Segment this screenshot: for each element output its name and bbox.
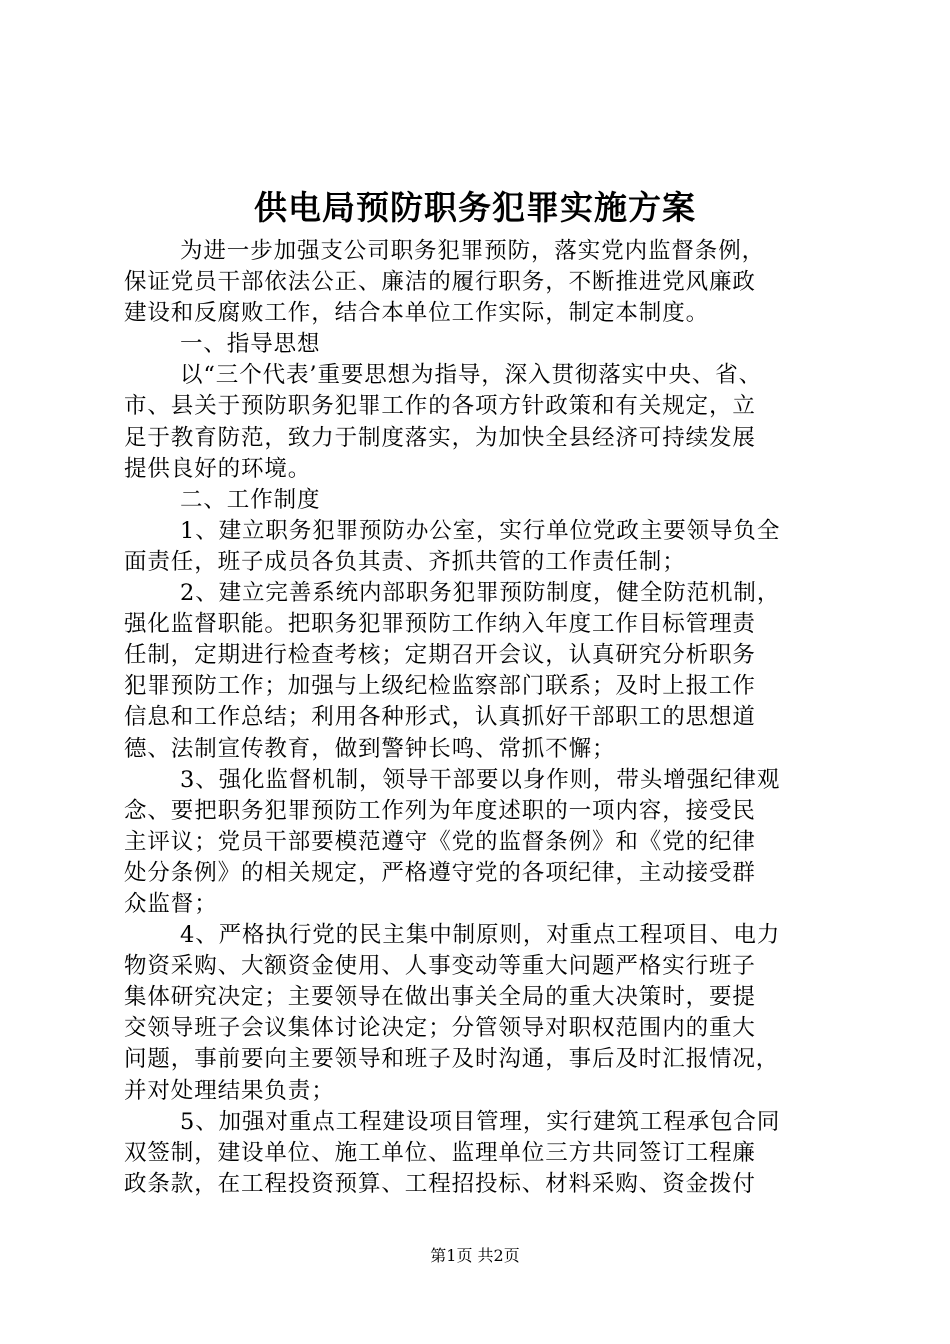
body-line: 交领导班子会议集体讨论决定；分管领导对职权范围内的重大 [124, 1015, 756, 1042]
body-line: 为进一步加强支公司职务犯罪预防，落实党内监督条例， [180, 238, 766, 264]
body-line: 保证党员干部依法公正、廉洁的履行职务，不断推进党风廉政 [124, 269, 756, 296]
body-line: 任制，定期进行检查考核；定期召开会议，认真研究分析职务 [124, 642, 756, 669]
body-line: 双签制，建设单位、施工单位、监理单位三方共同签订工程廉 [124, 1139, 756, 1166]
body-line: 建设和反腐败工作，结合本单位工作实际，制定本制度。 [124, 300, 710, 327]
body-line: 德、法制宣传教育，做到警钟长鸣、常抓不懈； [124, 735, 616, 762]
body-line: 犯罪预防工作；加强与上级纪检监察部门联系；及时上报工作 [124, 673, 756, 700]
document-body [124, 236, 852, 1200]
body-line: 集体研究决定；主要领导在做出事关全局的重大决策时，要提 [124, 984, 756, 1011]
body-line: 处分条例》的相关规定，严格遵守党的各项纪律，主动接受群 [124, 859, 756, 886]
body-line: 3、强化监督机制，领导干部要以身作则，带头增强纪律观 [180, 766, 781, 793]
section-heading: 二、工作制度 [180, 486, 321, 513]
body-line: 政条款，在工程投资预算、工程招投标、材料采购、资金拨付 [124, 1170, 756, 1197]
body-line: 主评议；党员干部要模范遵守《党的监督条例》和《党的纪律 [124, 828, 756, 855]
body-line: 4、严格执行党的民主集中制原则，对重点工程项目、电力 [180, 922, 781, 949]
body-line: 足于教育防范，致力于制度落实，为加快全县经济可持续发展 [124, 424, 756, 451]
document-title: 供电局预防职务犯罪实施方案 [254, 188, 696, 227]
body-line: 强化监督职能。把职务犯罪预防工作纳入年度工作目标管理责 [124, 611, 756, 638]
body-line: 1、建立职务犯罪预防办公室，实行单位党政主要领导负全 [180, 517, 781, 544]
body-line: 物资采购、大额资金使用、人事变动等重大问题严格实行班子 [124, 953, 756, 980]
body-line: 并对处理结果负责； [124, 1077, 335, 1104]
body-line: 以“三个代表’重要思想为指导，深入贯彻落实中央、省、 [180, 362, 763, 389]
body-line: 问题，事前要向主要领导和班子及时沟通，事后及时汇报情况， [124, 1046, 780, 1073]
body-line: 市、县关于预防职务犯罪工作的各项方针政策和有关规定，立 [124, 393, 756, 420]
body-line: 念、要把职务犯罪预防工作列为年度述职的一项内容，接受民 [124, 797, 756, 824]
body-line: 2、建立完善系统内部职务犯罪预防制度，健全防范机制， [180, 580, 781, 607]
body-line: 信息和工作总结；利用各种形式，认真抓好干部职工的思想道 [124, 704, 756, 731]
body-line: 5、加强对重点工程建设项目管理，实行建筑工程承包合同 [180, 1108, 781, 1135]
section-heading: 一、指导思想 [180, 331, 321, 358]
page-footer: 第1页 共2页 [430, 1246, 520, 1265]
body-line: 面责任，班子成员各负其责、齐抓共管的工作责任制； [124, 548, 686, 575]
body-line: 提供良好的环境。 [124, 455, 312, 482]
body-line: 众监督； [124, 890, 218, 917]
